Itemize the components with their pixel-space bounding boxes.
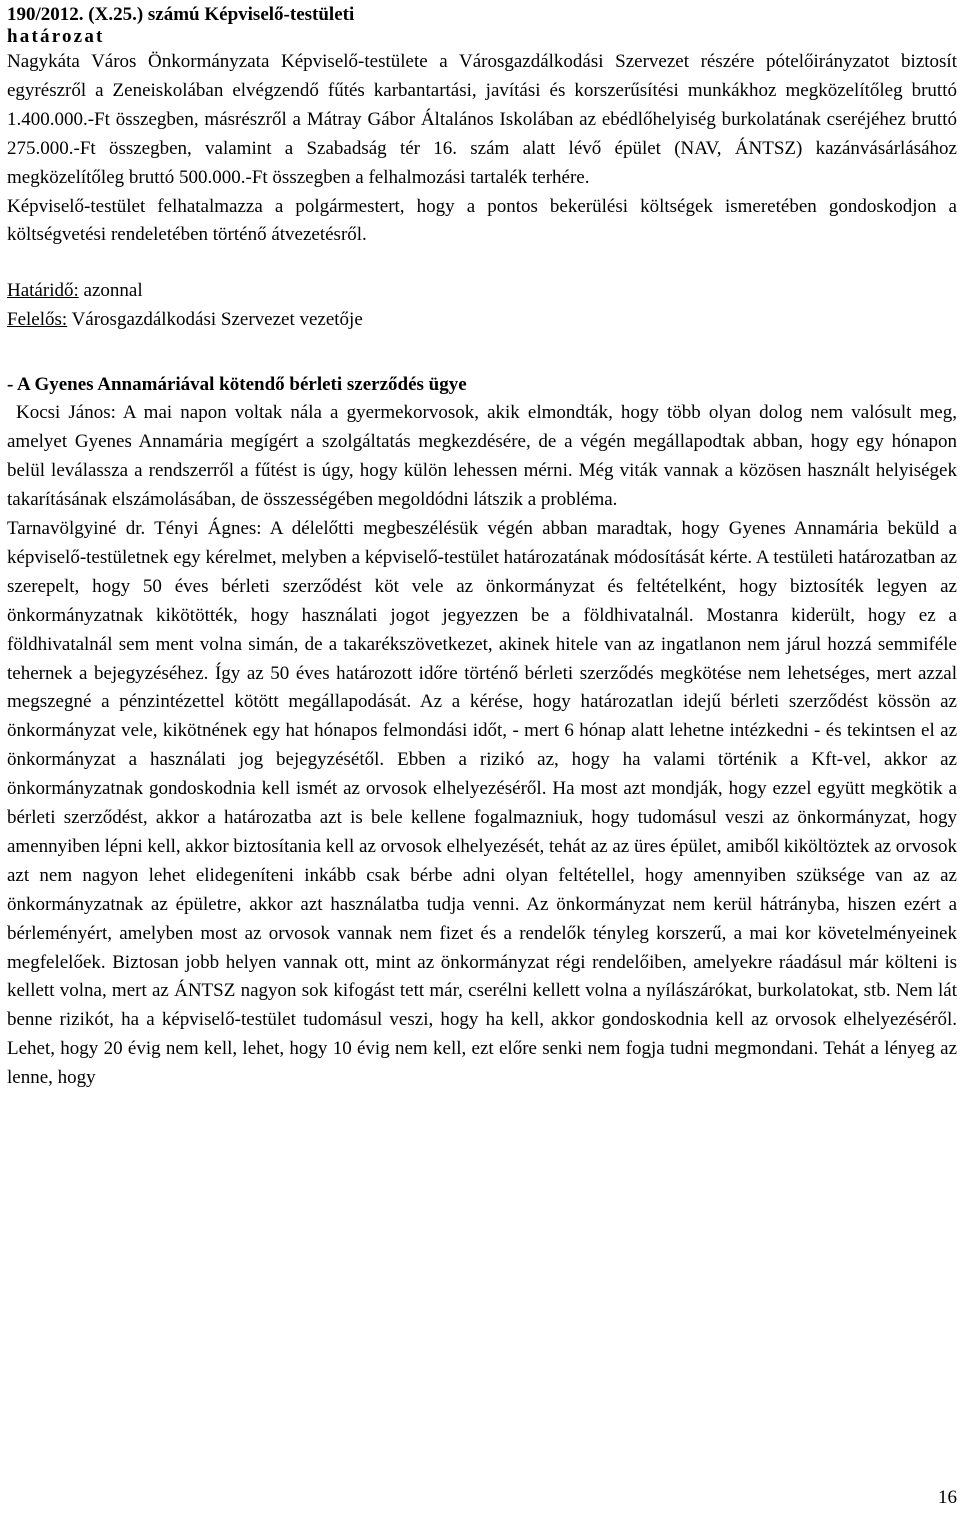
section-title: - A Gyenes Annamáriával kötendő bérleti szerződés ügye <box>7 374 467 396</box>
responsible-line <box>7 305 957 334</box>
responsible-label: Felelős: <box>7 309 68 331</box>
tarnavolgyine-statement-paragraph: Tarnavölgyiné dr. Tényi Ágnes: A délelőtti megbeszélésük végén abban maradtak, hogy Gyenes Annamária beküld a képviselő-testületnek egy kérelmet, melyben a képviselő-testület határozatának módosítását kérte. A testületi határozatban az szerepelt, hogy 50 éves bérleti szerződést köt vele az önkormányzat és feltételként, hogy biztosíték legyen az önkormányzatnak kikötötték, hogy használati jogot jegyezzen be a földhivatalnál. Mostanra kiderült, hogy ez a földhivatalnál sem ment volna simán, de a takarékszövetkezet, akinek hitele van az ingatlanon nem járul hozzá semmiféle tehernek a bejegyzéséhez. Így az 50 éves határozott időre történő bérleti szerződés megkötése nem lehetséges, mert azzal megszegné a pénzintézettel kötött megállapodását. Az a kérése, hogy határozatlan idejű bérleti szerződést kössön az önkormányzat vele, kikötnének egy hat hónapos felmondási időt, - mert 6 hónap alatt lehetne intézkedni - és tekintsen el az önkormányzat a használati jog bejegyzésétől. Ebben a rizikó az, hogy ha valami történik a Kft-vel, akkor az önkormányzatnak gondoskodnia kell ismét az orvosok elhelyezéséről. Ha most azt mondják, hogy ezzel együtt megkötik a bérleti szerződést, akkor a határozatba azt is bele kellene fogalmazniuk, hogy tudomásul veszi az önkormányzat, hogy amennyiben lépni kell, akkor biztosítania kell az orvosok elhelyezését, tehát az az üres épület, amiből kiköltöztek az orvosok azt nem nagyon lehet elidegeníteni inkább csak bérbe adni olyan feltétellel, hogy amennyiben szüksége van az az önkormányzatnak az épületre, akkor azt használatba tudja venni. Az önkormányzat nem kerül hátrányba, hiszen ezért a bérleményért, amelyben most az orvosok vannak nem fizet és a rendelők tényleg korszerű, a mai kor követelményeinek megfelelőek. Biztosan jobb helyen vannak ott, mint az önkormányzat régi rendelőiben, amelyekre ráadásul már költeni is kellett volna, mert az ÁNTSZ nagyon sok kifogást tett már, cserélni kellett volna a nyílászárókat, burkolatokat, stb. Nem lát benne rizikót, ha a képviselő-testület tudomásul veszi, hogy ha kell, akkor gondoskodnia kell az orvosok elhelyezéséről. Lehet, hogy 20 évig nem kell, lehet, hogy 10 évig nem kell, ezt előre senki nem fogja tudni megmondani. Tehát a lényeg az lenne, hogy <box>7 517 957 1089</box>
resolution-type-heading: határozat <box>7 26 105 47</box>
deadline-value: azonnal <box>78 280 143 302</box>
responsible-value: Városgazdálkodási Szervezet vezetője <box>67 309 363 331</box>
resolution-paragraph-funding: Nagykáta Város Önkormányzata Képviselő-testülete a Városgazdálkodási Szervezet részére pótelőirányzatot biztosít egyrészről a Zeneiskolában elvégzendő fűtés karbantartási, javítási és korszerűsítési munkákhoz megközelítőleg bruttó 1.400.000.-Ft összegben, másrészről a Mátray Gábor Általános Iskolában az ebédlőhelyiség burkolatának cseréjéhez bruttó 275.000.-Ft összegben, valamint a Szabadság tér 16. szám alatt lévő épület (NAV, ÁNTSZ) kazánvásárlásához megközelítőleg bruttó 500.000.-Ft összegben a felhalmozási tartalék terhére. <box>7 51 957 188</box>
deadline-line <box>7 276 957 305</box>
resolution-number-heading: 190/2012. (X.25.) számú Képviselő-testületi <box>7 4 355 25</box>
page-number: 16 <box>938 1487 957 1508</box>
deadline-label: Határidő: <box>7 280 79 302</box>
document-page <box>7 0 957 1093</box>
kocsi-statement-paragraph: Kocsi János: A mai napon voltak nála a gyermekorvosok, akik elmondták, hogy több olyan dolog nem valósult meg, amelyet Gyenes Annamária megígért a szolgáltatás megkezdésére, de a végén megállapodtak abban, hogy egy hónapon belül leválassza a rendszerről a fűtést is úgy, hogy külön lehessen mérni. Még viták vannak a közösen használt helyiségek takarításának elszámolásában, de összességében megoldódni látszik a probléma. <box>7 402 957 511</box>
resolution-paragraph-authorization: Képviselő-testület felhatalmazza a polgármestert, hogy a pontos bekerülési költségek ismeretében gondoskodjon a költségvetési rendeletében történő átvezetésről. <box>7 195 957 246</box>
